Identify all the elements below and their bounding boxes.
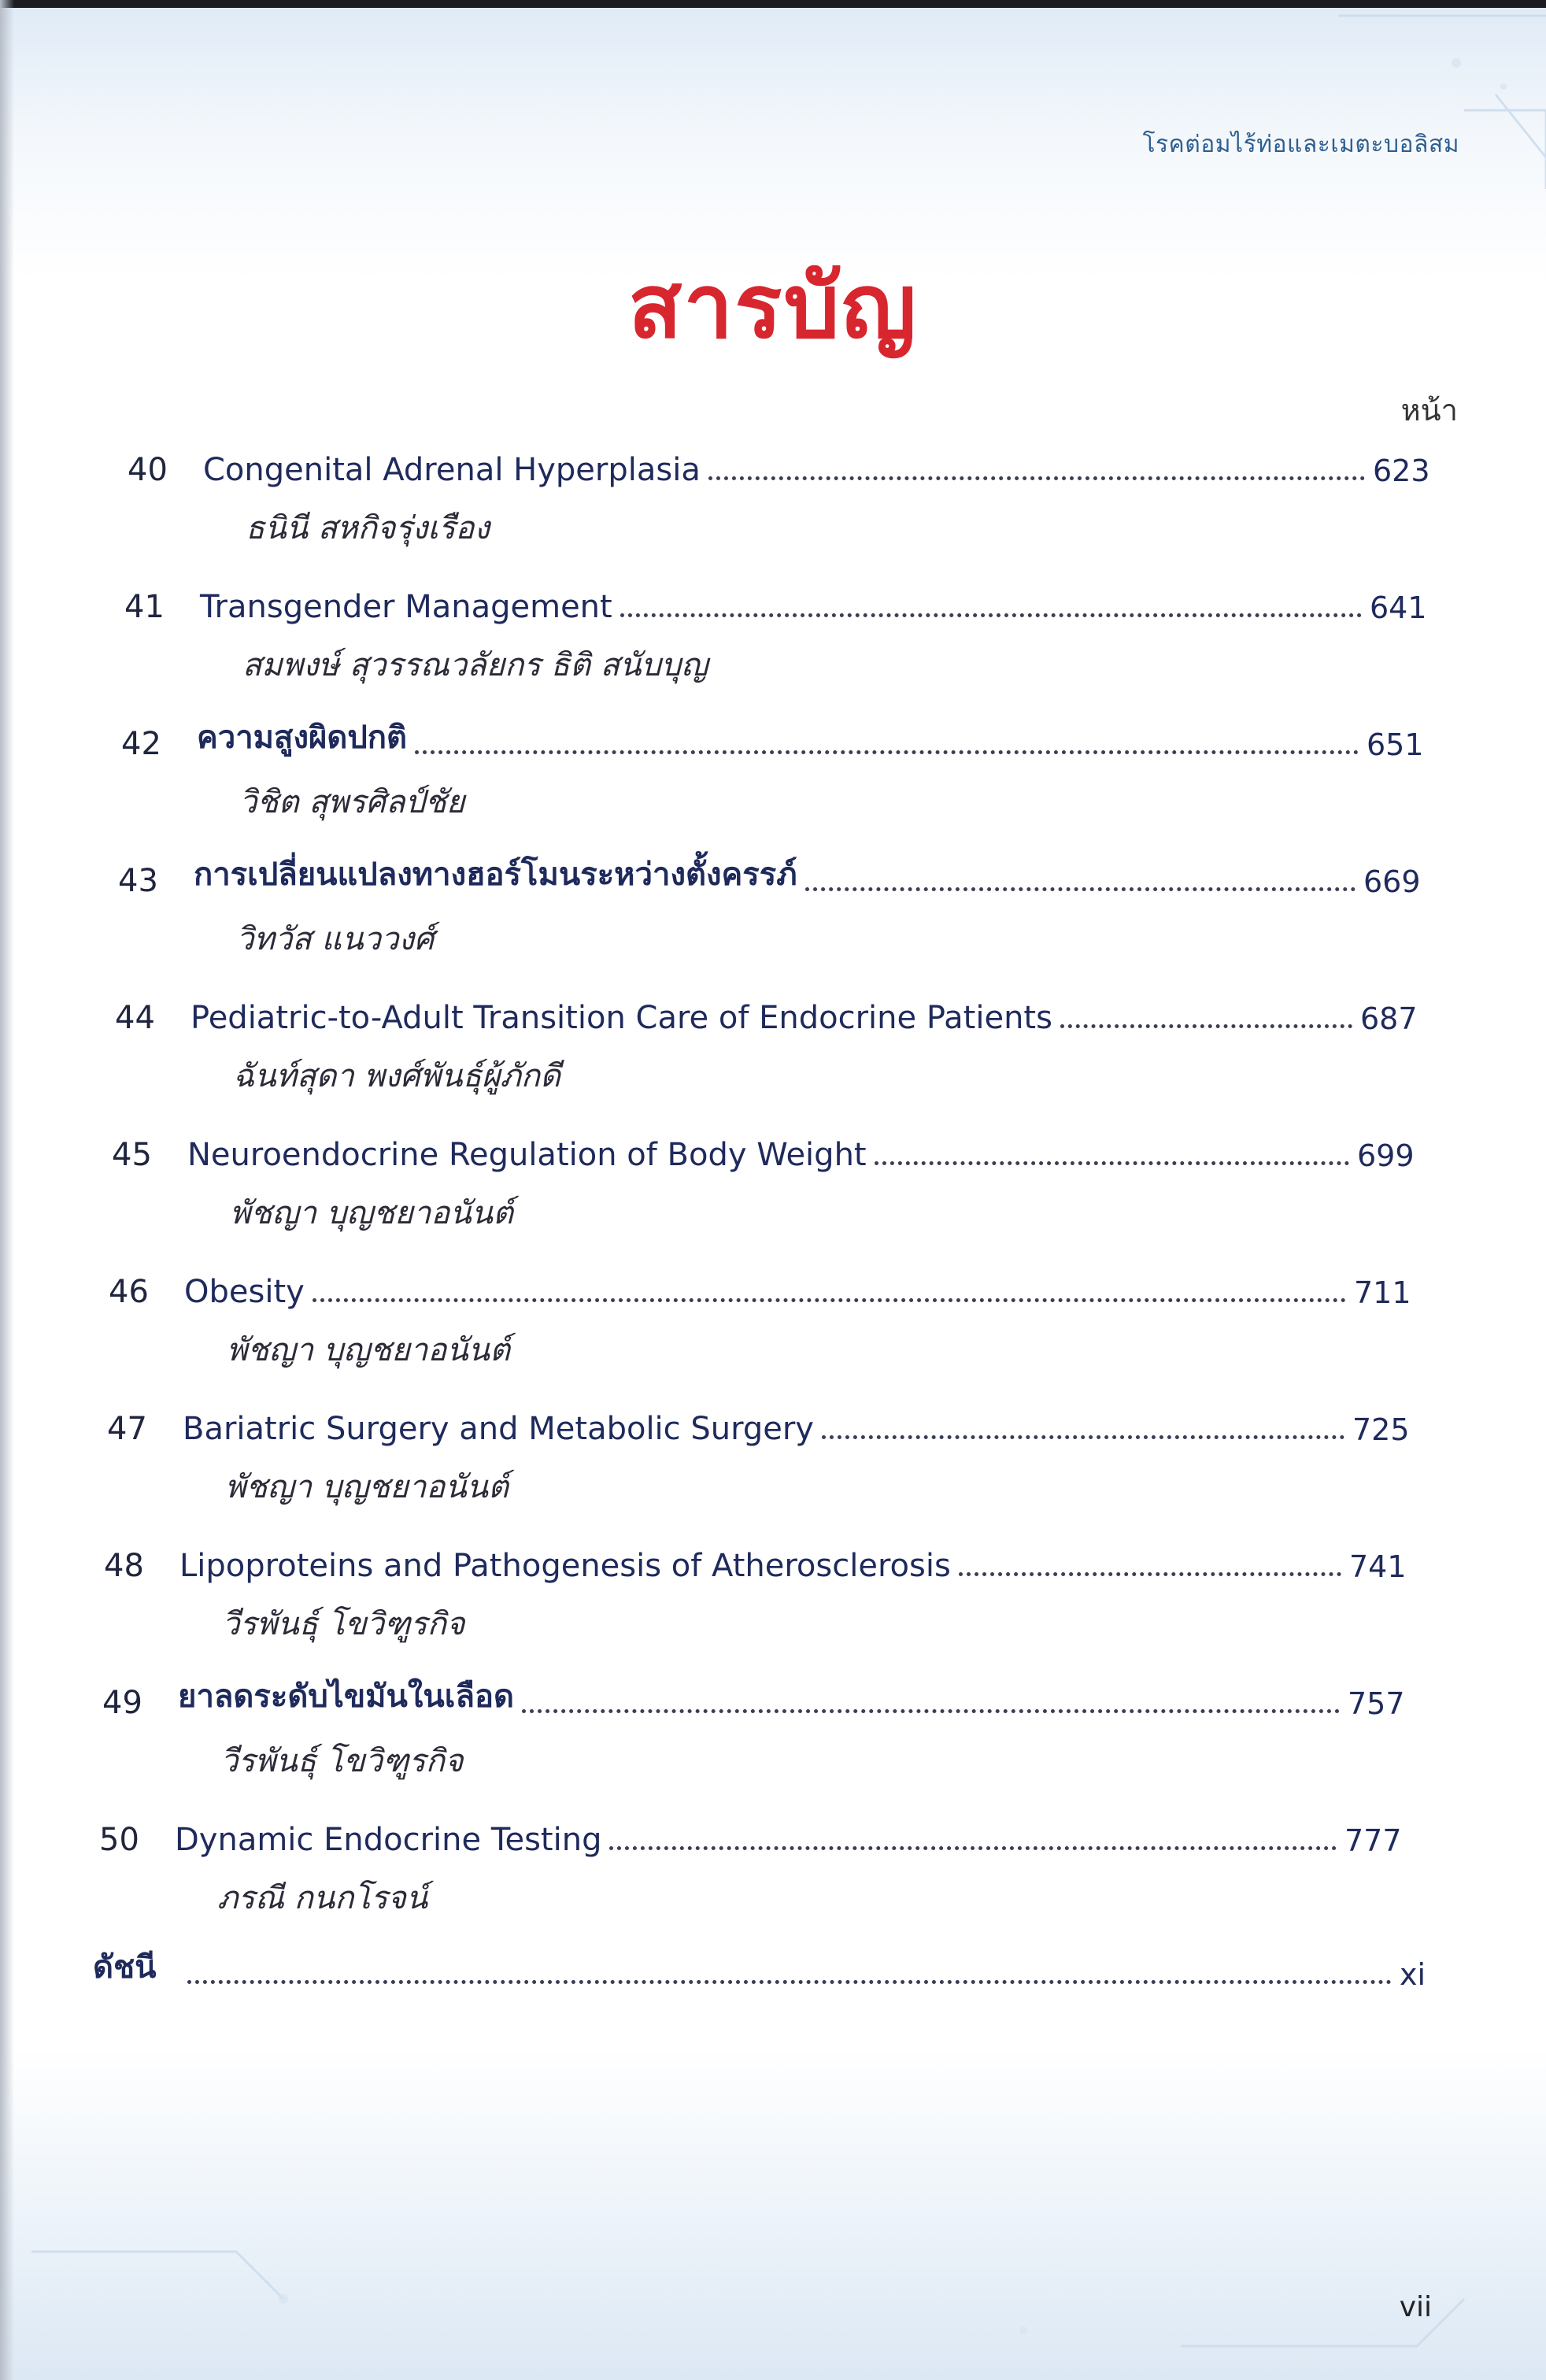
chapter-author: ฉันท์สุดา พงศ์พันธุ์ผู้ภักดี: [233, 1058, 560, 1094]
page-number: 757: [1348, 1686, 1405, 1721]
page-folio: vii: [1399, 2291, 1432, 2323]
index-label: ดัชนี: [93, 1949, 157, 1986]
toc-entry: [107, 1400, 1461, 1518]
dot-leader: [415, 750, 1359, 754]
chapter-title: ยาลดระดับไขมันในเลือด: [178, 1679, 514, 1715]
dot-leader: [609, 1846, 1337, 1850]
chapter-number: 45: [112, 1137, 152, 1173]
chapter-title: การเปลี่ยนแปลงทางฮอร์โมนระหว่างตั้งครรภ์: [194, 857, 797, 893]
chapter-author: วีรพันธุ์ โขวิฑูรกิจ: [220, 1743, 464, 1779]
chapter-title: Dynamic Endocrine Testing: [175, 1822, 602, 1858]
chapter-author: วิทวัส แนววงศ์: [236, 921, 435, 957]
page-number: 669: [1363, 864, 1421, 899]
dot-leader: [620, 613, 1362, 617]
running-header: โรคต่อมไร้ท่อและเมตะบอลิสม: [1142, 131, 1459, 158]
toc-entry: [102, 1674, 1456, 1792]
toc-entry: [124, 578, 1478, 696]
toc-entry: [109, 1263, 1463, 1381]
dot-leader: [708, 476, 1365, 480]
chapter-title: Congenital Adrenal Hyperplasia: [203, 452, 701, 488]
page-title: สารบัญ: [628, 256, 918, 358]
chapter-number: 44: [115, 1000, 155, 1036]
page-number: 651: [1367, 727, 1424, 762]
chapter-author: วีรพันธุ์ โขวิฑูรกิจ: [222, 1606, 465, 1642]
dot-leader: [187, 1980, 1392, 1984]
page-number: 687: [1360, 1001, 1418, 1036]
chapter-author: พัชญา บุญชยาอนันต์: [227, 1332, 510, 1368]
dot-leader: [805, 887, 1356, 891]
chapter-title: ความสูงผิดปกติ: [197, 720, 407, 756]
index-page-number: xi: [1400, 1957, 1426, 1992]
chapter-title: Transgender Management: [200, 589, 612, 625]
page-number: 699: [1357, 1138, 1415, 1173]
chapter-number: 49: [102, 1685, 142, 1721]
chapter-number: 48: [104, 1548, 144, 1584]
toc-entry: [112, 1126, 1466, 1244]
chapter-author: พัชญา บุญชยาอนันต์: [230, 1195, 513, 1231]
dot-leader: [875, 1161, 1349, 1165]
chapter-title: Obesity: [184, 1274, 305, 1310]
chapter-number: 43: [118, 863, 158, 899]
chapter-number: 46: [109, 1274, 149, 1310]
dot-leader: [522, 1709, 1340, 1713]
page-number: 741: [1349, 1549, 1407, 1584]
dot-leader: [1060, 1024, 1352, 1028]
page-column-label: หน้า: [1400, 393, 1458, 428]
chapter-title: Bariatric Surgery and Metabolic Surgery: [183, 1411, 814, 1447]
chapter-author: ภรณี กนกโรจน์: [217, 1880, 428, 1916]
chapter-number: 41: [124, 589, 165, 625]
chapter-author: สมพงษ์ สุวรรณวลัยกร ธิติ สนับบุญ: [242, 647, 708, 683]
page-number: 777: [1344, 1823, 1402, 1858]
toc-entry: [104, 1537, 1458, 1655]
dot-leader: [313, 1298, 1346, 1302]
toc-entry: [118, 852, 1472, 970]
toc-entry: [121, 715, 1475, 833]
chapter-title: Pediatric-to-Adult Transition Care of Endocrine Patients: [190, 1000, 1052, 1036]
dot-leader: [959, 1572, 1341, 1576]
chapter-title: Lipoproteins and Pathogenesis of Atherosclerosis: [179, 1548, 951, 1584]
page-number: 641: [1370, 590, 1427, 625]
chapter-author: พัชญา บุญชยาอนันต์: [225, 1469, 509, 1505]
index-entry: [93, 1945, 1431, 1992]
chapter-number: 50: [99, 1822, 139, 1858]
page-number: 623: [1373, 453, 1430, 488]
chapter-number: 40: [128, 452, 168, 488]
page-number: 711: [1354, 1275, 1411, 1310]
page-number: 725: [1352, 1412, 1410, 1447]
toc-entry: [99, 1811, 1453, 1929]
toc-entry: [115, 989, 1469, 1107]
chapter-author: วิชิต สุพรศิลป์ชัย: [239, 784, 465, 820]
chapter-number: 42: [121, 726, 161, 762]
dot-leader: [822, 1435, 1344, 1439]
chapter-title: Neuroendocrine Regulation of Body Weight: [187, 1137, 867, 1173]
toc-entry: [128, 441, 1481, 559]
chapter-author: ธนินี สหกิจรุ่งเรือง: [246, 510, 490, 546]
chapter-number: 47: [107, 1411, 147, 1447]
